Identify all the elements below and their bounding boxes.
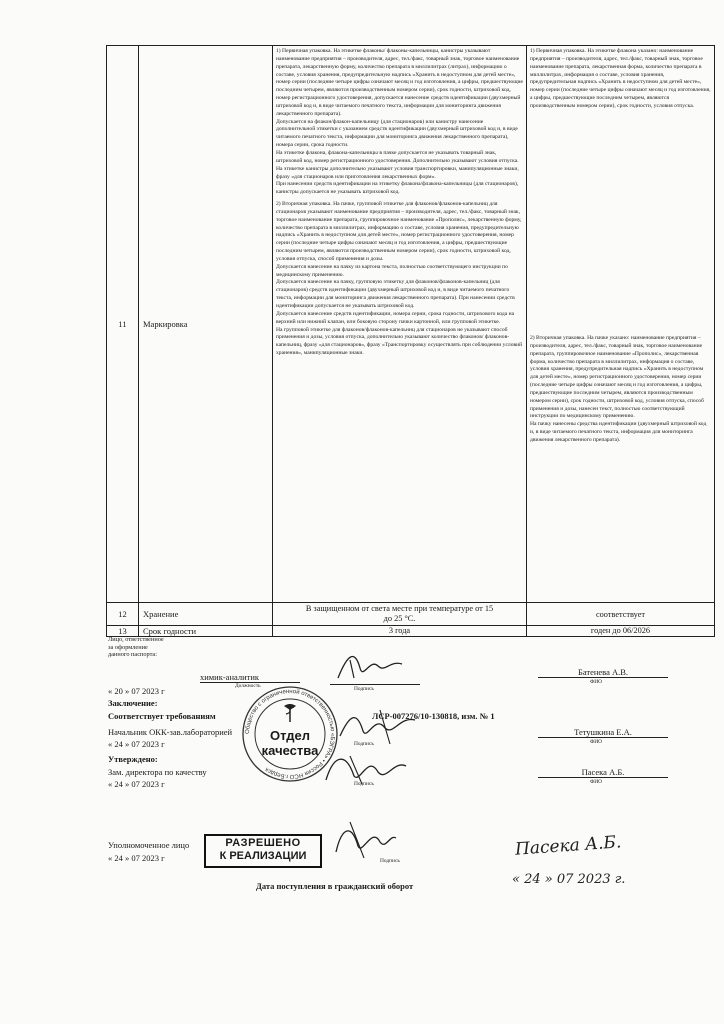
date-1: « 20 » 07 2023 г (108, 686, 165, 696)
spec-cell (273, 46, 527, 603)
row-name: Срок годности (139, 626, 273, 637)
spec-text-part2: 2) Вторичная упаковка. На пачке, групповой этикетке для флаконов/флаконов-капельниц для стационаров указывают наименование предприятия – производителя, адрес, тел./факс, товарный знак, торговое наименование препарата, группировочное наименование «Прополис», лекарственную форму, количество препарата в миллилитрах, информацию о составе, условия хранения, предупредительную надпись «Хранить в недоступном для детей месте», номер регистрационного удостоверения, номер серии (последние четыре цифры означают месяц и год изготовления, а цифры, предшествующие последним четырем, являются производственным номером серии), срок годности, штриховой код, условия отпуска, способ применения и дозы. Допускается нанесение на пачку из картона текста, полностью соответствующего инструкции по медицинскому применению. Допускается нанесение на пачку, групповую этикетку для флаконов/флаконов-капельниц (для стационаров) средств идентификации (двухмерный штриховой код и, в виде читаемого печатного текста, информации для мониторинга движения лекарственного препарата). При нанесении средств идентификации допускается не указывать штриховой код. Допускается нанесение средств идентификации, номера серии, срока годности, штрихового кода на верхний или нижний клапан, или боковую сторону пачки картонной, или групповой этикетке. На групповой этикетке для флаконов/флаконов-капельниц для стационаров не указывают способ применения и дозы, условия отпуска, дополнительно указывают количество флаконов/ флаконов-капельниц, фразу «для стационаров», фразу «Транспортировку осуществлять при соблюдении условий хранения», манипуляционные знаки. (276, 201, 523, 357)
signature-caption: Подпись (354, 741, 374, 747)
position-value: химик-аналитик (200, 672, 300, 683)
date-3: « 24 » 07 2023 г (108, 779, 165, 789)
row-number: 12 (107, 603, 139, 626)
table-row (107, 603, 715, 626)
head-okk-fio: Тетушкина Е.А. (538, 727, 668, 738)
date-2: « 24 » 07 2023 г (108, 739, 165, 749)
fact-cell: соответствует (527, 603, 715, 626)
deputy-fio: Пасека А.Б. (538, 767, 668, 778)
date-4: « 24 » 07 2023 г (108, 853, 165, 863)
release-stamp (204, 834, 322, 868)
position-caption: Должность (235, 683, 261, 689)
signature-caption: Подпись (354, 781, 374, 787)
conclusion-doc: ЛСР-007276/10-130818, изм. № 1 (372, 711, 495, 721)
approved-label: Утверждено: (108, 754, 158, 764)
table-row (107, 626, 715, 637)
authorized-label: Уполномоченное лицо (108, 840, 190, 850)
signature-scribble-1 (330, 648, 410, 688)
table-row (107, 46, 715, 603)
responsible-fio: Батенева А.В. (538, 667, 668, 678)
fio-caption: ФИО (590, 779, 603, 785)
row-number: 13 (107, 626, 139, 637)
medical-symbol-icon (284, 704, 296, 722)
release-stamp-line2: К РЕАЛИЗАЦИИ (219, 850, 307, 862)
fact-text-part2: 2) Вторичная упаковка. На пачке указано: наименование предприятия – производителя, адрес, тел./факс, товарный знак, торговое наименование препарата, группировочное наименование «Прополис», лекарственная форма, количество препарата в миллилитрах, информация о составе, условия хранения, предупредительная надпись «Хранить в недоступном для детей месте», номер регистрационного удостоверения, номер серии (последние четыре цифры означают месяц и год изготовления, а цифры, предшествующие последним четырем, являются производственным номером серии), срок годности, штриховой код, условия отпуска, способ применения и дозы, нанесен текст, полностью соответствующий инструкции по медицинскому применению. На пачку нанесены средства идентификации (двухмерный штриховой код и, в виде читаемого печатного текста, информация для мониторинга движения лекарственного препарата). (530, 335, 707, 443)
row-number: 11 (107, 46, 139, 603)
head-okk-label: Начальник ОКК-зав.лабораторией (108, 727, 233, 737)
row-name: Хранение (139, 603, 273, 626)
responsible-label: Лицо, ответственное за оформление данного паспорта: (108, 636, 164, 658)
spec-cell: В защищенном от света месте при температуре от 15 до 25 °С. (273, 603, 527, 626)
fact-cell: годен до 06/2026 (527, 626, 715, 637)
signature-scribble-4 (330, 818, 400, 862)
signature-scribble-2 (335, 706, 420, 748)
handwritten-name: Пасека А.Б. (514, 832, 622, 860)
spec-text-part1: 1) Первичная упаковка. На этикетке флаконы/ флаконы-капельницы, канистры указывают наименование предприятия – производителя, адрес, тел./факс, товарный знак, торговое наименование препарата, лекарственную форму, количество препарата в миллилитрах (литрах), информацию о составе, условия хранения, предупредительную надпись «Хранить в недоступном для детей месте», номер серии (последние четыре цифры означают месяц и год изготовления, а цифры, предшествующие последним четырем, являются производственным номером серии), срок годности, штриховой код, номер регистрационного удостоверения, допускается нанесение средств идентификации (двухмерный штриховой код и, в виде читаемого печатного текста, информации для мониторинга движения лекарственного препарата). Допускается на флакон/флакон-капельницу (для стационаров) или канистру нанесение дополнительной этикетки с указанием средств идентификации (двухмерный штриховой код и, в виде читаемого печатного текста, информации для мониторинга движения лекарственного препарата), номера серии, срока годности. На этикетке флакона, флакона-капельницы в пачке допускается не указывать товарный знак, штриховой код, номер регистрационного удостоверения. Дополнительно указывают условия отпуска. На этикетке канистры дополнительно указывают условия транспортировки, манипуляционные знаки, фразу «для стационаров или приготовления лекарственных форм». При нанесении средств идентификации на этикетку флакона/флакона-капельницы (для стационаров), канистры допускается не указывать штриховой код. (276, 48, 523, 196)
fio-caption: ФИО (590, 679, 603, 685)
circulation-date: « 24 » 07 2023 г. (512, 872, 626, 887)
conclusion-text: Соответствует требованиям (108, 711, 216, 721)
fact-cell (527, 46, 715, 603)
stamp-center-line1: Отдел (269, 728, 311, 743)
fact-text-part1: 1) Первичная упаковка. На этикетке флакона указано: наименование предприятия – производителя, адрес, тел./факс, товарный знак, торговое наименование препарата, лекарственная форма, количество препарата в миллилитрах, информация о составе, условия хранения, предупредительная надпись «Хранить в недоступном для детей месте», номер серии (последние четыре цифры означают месяц и год изготовления, а цифры, предшествующие последним четырем, являются производственным номером серии), срок годности, условия отпуска. (530, 48, 711, 109)
conclusion-label: Заключение: (108, 698, 158, 708)
fio-caption: ФИО (590, 739, 603, 745)
spec-cell: 3 года (273, 626, 527, 637)
circulation-label: Дата поступления в гражданский оборот (256, 881, 414, 891)
stamp-ring-text: Общество с ограниченной ответственностью «БЭГРА» • Россия НСО г.Бердск (244, 688, 336, 780)
signature-caption: Подпись (354, 686, 374, 692)
row-name: Маркировка (139, 46, 273, 603)
passport-table (106, 45, 715, 637)
stamp-center-line2: качества (261, 743, 319, 758)
release-stamp-line1: РАЗРЕШЕНО (225, 837, 301, 849)
signature-caption: Подпись (380, 858, 400, 864)
quality-stamp (240, 684, 340, 784)
deputy-label: Зам. директора по качеству (108, 767, 207, 777)
